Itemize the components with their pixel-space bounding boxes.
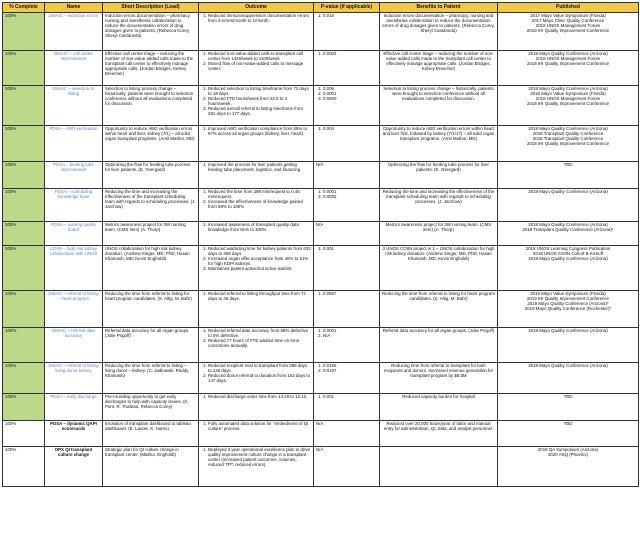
pvalue-list [316,246,377,251]
published-item: 2018 IHI Quality Improvement Conference [526,28,610,33]
table-row [3,394,639,421]
table-body [3,13,639,487]
col-header-name: Name [45,3,103,13]
benefits-cell: Reduced over 20,000 hours/year of labor and manual entry for administration, QI, data, and analyst personnel. [380,421,498,447]
outcome-item: 2. Increased organ offer acceptance from 40% to 51% for high KDPI kidneys. [208,256,311,266]
pvalue-item: 1. 0.0001 [323,328,377,333]
description-cell: Pre-rounding opportunity to get early discharges to help with capacity issues. (K. Pont, R. Trudeau, Rebecca Corey) [103,394,199,421]
published-item: 2018 IHI Quality Improvement Conference [526,101,610,106]
project-name-cell: DMAIC – selection to listing [45,86,103,126]
outcome-cell [199,13,314,51]
description-cell: UNOS collaboration for high risk kidney donation. (Andrew Singer, MD, PhD; Hasan Khamash, MD; Kevin Engholdt) [103,246,199,291]
table-row [3,246,639,291]
outcome-item: 1. Fully automated data solution for "embedment of QI culture" process. [208,421,311,431]
published-item: 2018 Mayo Quality Conference (Arizona) [528,51,608,56]
table-row [3,13,639,51]
pvalue-list [316,222,377,227]
published-item: 2018 Transplant Quality Conference [532,136,604,141]
pvalue-item: 1. 0.006 [323,86,377,91]
complete-cell: 100% [3,86,45,126]
pvalue-item: N/A [316,222,324,227]
published-item: 2019 Mayo Quality Conference (Rochester)* [524,306,612,311]
outcome-item: 1. Reduced non-value-added calls to transplant call center from 1420/week to 1100/week [208,51,311,61]
pvalue-cell [314,291,380,328]
outcome-item: 2. Moved flow of non-value-added calls to message center. [208,61,311,71]
published-cell [498,246,639,291]
outcome-item: 2. Reduced FTE hours/week from 22.5 to 4 hours/week. [208,96,311,106]
pvalue-list [316,13,377,18]
published-item: TBD [563,162,573,167]
outcome-cell [199,394,314,421]
outcome-list [201,421,311,431]
projects-table-wrap [2,2,639,487]
table-row [3,291,639,328]
pvalue-item: 1. 0.0001 [323,189,377,194]
col-header-published: Published [498,3,639,13]
published-item: TBD [563,421,573,426]
complete-cell: 100% [3,291,45,328]
pvalue-list [316,328,377,338]
published-item: 2017 Mayo Value Symposium (Florida) [530,13,606,18]
complete-cell: 100% [3,363,45,394]
description-cell: Referral data accuracy for all organ groups. (Julie Prigoff) [103,328,199,363]
published-item: 2019 Mayo Quality Conference (Arizona) [528,328,608,333]
outcome-item: 2. Reduced 77 hours of FTE wasted time on error corrections annually. [208,338,311,348]
project-name-cell: COIIN – high risk kidney collaboration with UNOS [45,246,103,291]
published-cell [498,447,639,487]
pvalue-cell [314,246,380,291]
benefits-cell: Opportunity to reduce ABO verification errors within heart and liver first, followed by kidney (7/1/17) – all solid organ transplant programs. (Amit Mathur, MD) [380,126,498,162]
published-item: 2018 IHI Quality Improvement Conference [526,61,610,66]
description-cell: Reducing the time and increasing the effectiveness of the transplant scheduling team with regards to scheduling processes. (J. Jarchow) [103,189,199,222]
published-item: 2018 UNOS Management Forum [535,23,601,28]
outcome-cell [199,246,314,291]
published-cell [498,328,639,363]
published-item: 2018 UNOS Management Forum [535,96,601,101]
complete-cell: 100% [3,447,45,487]
outcome-cell [199,189,314,222]
outcome-cell [199,222,314,246]
published-item: 2018 Mayo Quality Conference (Arizona) [528,126,608,131]
pvalue-item: 2. 0.0197 [323,368,377,373]
outcome-list [201,189,311,209]
table-row [3,126,639,162]
pvalue-cell [314,328,380,363]
published-cell [498,421,639,447]
pvalue-cell [314,86,380,126]
published-cell [498,363,639,394]
projects-table [2,2,639,487]
pvalue-item: 2. 0.0032 [323,194,377,199]
project-name-cell: DMAIC – referral to listing – heart program [45,291,103,328]
pvalue-list [316,291,377,296]
project-name-cell: PDSA – scheduling knowledge base [45,189,103,222]
outcome-item: 1. Reduced discharge order time from 14:16 to 12:10. [208,394,311,399]
benefits-cell: Selection to listing process change – historically, patients were brought to selection conference without all evaluations completed for discussion. [380,86,498,126]
published-cell [498,13,639,51]
pvalue-item: N/A [316,162,324,167]
col-header-description: Short Description (Lead) [103,3,199,13]
outcome-cell [199,126,314,162]
pvalue-cell [314,13,380,51]
outcome-cell [199,291,314,328]
published-item: 2018 UNOS COIIN Cohort B Kickoff [533,251,603,256]
outcome-cell [199,363,314,394]
benefits-cell: Induction errors documentation – pharmacy, nursing and anesthesia collaboration to reduce the documentation errors of drug dosages given to patients. (Rebecca Corey, Sheryl Castaneda) [380,13,498,51]
published-item: 2018 UNOS Learning Congress Publication [525,246,611,251]
published-item: 2017 Mayo Clinic Quality Conference [531,18,605,23]
description-cell: Opportunity to reduce ABO verification errors within heart and liver, kidney (7/1) – all solid organ transplant programs. (Amit Mathur, MD) [103,126,199,162]
pvalue-item: 2. 0.0001 [323,91,377,96]
project-name-cell: PDSA – early discharge [45,394,103,421]
outcome-item: 2. Reduced donor referral to donation from 163 days to 147 days. [208,373,311,383]
outcome-list [201,162,311,172]
outcome-list [201,126,311,136]
complete-cell: 100% [3,51,45,86]
published-item: 2019 Mayo Quality Conference (Arizona) [528,363,608,368]
description-cell: Reducing the time from referral to listing for heart program candidates. (S. Altig, M. Bahr) [103,291,199,328]
pvalue-list [316,447,377,452]
pvalue-item: 2. N/A [323,333,377,338]
table-row [3,328,639,363]
description-cell: Optimizing the flow for feeding tube process for liver patients. (E. Overgard) [103,162,199,189]
outcome-cell [199,328,314,363]
published-cell [498,394,639,421]
benefits-cell: Optimizing the flow for feeding tube process for liver patients. (E. Overgard) [380,162,498,189]
published-item: 2019 IHI Quality Improvement Conference [526,296,610,301]
pvalue-list [316,162,377,167]
pvalue-list [316,51,377,56]
complete-cell: 100% [3,13,45,51]
table-row [3,86,639,126]
description-cell: Evolution of transplant dashboard to tableau dashboard. (E. Lavoie, K. Harris) [103,421,199,447]
pvalue-item: 3. 0.0000 [323,96,377,101]
pvalue-item: 1. 0.0156 [323,363,377,368]
benefits-cell [380,447,498,487]
project-name-cell: PDSA – dynamic QAPI scorecards [45,421,103,447]
outcome-item: 1. Increased awareness of transplant quality data knowledge from 81% to 100% [208,222,311,232]
col-header-outcome: Outcome [199,3,314,13]
description-cell: Selection to listing process change – historically, patients were brought to selection conference without all evaluations completed for discussion. [103,86,199,126]
col-header-complete: % Complete [3,3,45,13]
outcome-item: 1. Reduced recipient eval to transplant from 289 days to 126 days. [208,363,311,373]
pvalue-list [316,189,377,199]
published-item: 2020 ASQ (Phoenix) [547,452,589,457]
pvalue-item: 1. 0.0597 [323,291,377,296]
outcome-item: 1. Deployed 3 year operational excellence plan to drive quality improvement culture change in a transplant center (increased patient outcomes, volumes, reduced TPT, reduced errors). [208,447,311,467]
outcome-list [201,291,311,301]
pvalue-item: 1. 0.016 [323,13,377,18]
outcome-item: 1. Reduced referral data accuracy from 59% defective to 0% defective. [208,328,311,338]
complete-cell: 100% [3,126,45,162]
pvalue-cell [314,51,380,86]
published-item: 2019 Mayo Quality Conference (Arizona) [528,256,608,261]
description-cell: Strategic plan for QI culture change in transplant center. (Mathur, Engholdt) [103,447,199,487]
outcome-cell [199,86,314,126]
published-item: 2018 Transplant Quality Conference (Arizona)* [522,227,614,232]
outcome-list [201,51,311,71]
col-header-pvalue: P-value (if applicable) [314,3,380,13]
project-name-cell: PDSA – feeding tube improvement [45,162,103,189]
outcome-list [201,328,311,348]
published-cell [498,86,639,126]
outcome-item: 3. Maintained patient active/not active waitlist. [208,266,311,271]
benefits-cell: Effective call center triage – reducing the number of non-value added calls made to the transplant call center to effectively manage appropriate calls. (Jordan Bridges, Kelsey Breecher) [380,51,498,86]
table-row [3,222,639,246]
table-row [3,421,639,447]
pvalue-item: 1. 0.0004 [323,51,377,56]
outcome-item: 3. Reduced overall referral to listing timeframe from 281 days to 177 days. [208,106,311,116]
complete-cell: 100% [3,246,45,291]
outcome-item: 1. Reduced the time from 289 min/request to 0.46 min/request. [208,189,311,199]
pvalue-item: 1. 0.001 [323,394,377,399]
benefits-cell: Metrics awareness project for 3W nursing team. (CMS item) (A. Thorp) [380,222,498,246]
published-item: 2018 IHI Quality Improvement Conference [526,141,610,146]
table-row [3,162,639,189]
complete-cell: 100% [3,222,45,246]
published-cell [498,51,639,86]
benefits-cell: Referral data accuracy for all organ groups. (Julie Prigoff) [380,328,498,363]
published-item: 2019 Mayo Quality Conference (Arizona)* [527,301,609,306]
published-cell [498,189,639,222]
outcome-item: 1. Reduced waitlisting time for kidney patients from 633 days to 458 days. [208,246,311,256]
published-cell [498,126,639,162]
table-row [3,363,639,394]
published-item: 2018 Mayo Quality Conference (Arizona) [528,222,608,227]
pvalue-cell [314,189,380,222]
pvalue-cell [314,421,380,447]
outcome-list [201,222,311,232]
project-name-cell: DMAIC – referral data accuracy [45,328,103,363]
published-item: 2019 QA Symposium (Arizona) [537,447,599,452]
project-name-cell: DMAIC – call center improvement [45,51,103,86]
pvalue-list [316,363,377,373]
published-cell [498,222,639,246]
outcome-item: 1. Reduced immunosuppression documentation errors from 3 errors/month to 1/month. [208,13,311,23]
description-cell: Metrics awareness project for 3W nursing team. (CMS item) (A. Thorp) [103,222,199,246]
outcome-cell [199,162,314,189]
table-row [3,447,639,487]
description-cell: Effective call center triage – reducing the number of non-value added calls made to the transplant call center to effectively manage appropriate calls. (Jordan Bridges, Kelsey Breecher) [103,51,199,86]
benefits-cell: 3 UNOS COIIN project in 1 – UNOS collaboration for high risk kidney donation. (Andrew Singer, MD, PhD; Hasan Khamash, MD; Kevin Engholdt) [380,246,498,291]
pvalue-cell [314,363,380,394]
table-row [3,189,639,222]
complete-cell: 100% [3,421,45,447]
pvalue-item: 1. 0.001 [323,246,377,251]
complete-cell: 100% [3,162,45,189]
outcome-item: 1. Improved ABO verification compliance from 85% to 97% across all organ groups (kidney, liver, heart). [208,126,311,136]
pvalue-cell [314,162,380,189]
project-name-cell: OPX QI transplant culture change [45,447,103,487]
pvalue-list [316,421,377,426]
outcome-list [201,394,311,399]
pvalue-list [316,394,377,399]
published-item: 2019 Mayo Quality Conference (Arizona) [528,189,608,194]
pvalue-list [316,86,377,101]
benefits-cell: Reducing the time from referral to listing for heart program candidates. (S. Altig, M. Bahr) [380,291,498,328]
pvalue-cell [314,222,380,246]
project-name-cell: PDSA – ABO verification [45,126,103,162]
table-row [3,51,639,86]
outcome-cell [199,421,314,447]
benefits-cell: Reduced capacity burden for hospital [380,394,498,421]
published-item: 2019 Mayo Value Symposium (Florida) [530,291,606,296]
outcome-item: 1. Reduced selection to listing timeframe from 73 days to 18 days. [208,86,311,96]
published-cell [498,291,639,328]
col-header-benefits: Benefits to Patient [380,3,498,13]
complete-cell: 100% [3,328,45,363]
published-item: 2018 UNOS Management Forum [535,56,601,61]
published-item: 2018 Transplant Quality Conference [532,131,604,136]
outcome-item: 1. Reduced referral to listing throughput time from 72 days to 46 days. [208,291,311,301]
pvalue-item: 1. 0.004 [323,126,377,131]
complete-cell: 100% [3,394,45,421]
pvalue-list [316,126,377,131]
pvalue-cell [314,126,380,162]
description-cell: Reducing the time from referral to listing – living donor – kidney. (C. Jadlowski, Reddy, Khamash) [103,363,199,394]
project-name-cell: DMAIC – referral to listing living donor kidney [45,363,103,394]
outcome-cell [199,447,314,487]
project-name-cell: DMAIC – induction errors [45,13,103,51]
pvalue-cell [314,394,380,421]
published-item: 2018 Mayo Quality Conference (Arizona) [528,86,608,91]
outcome-item: 2. Increased the effectiveness of knowledge gained from 58% to 100% [208,199,311,209]
pvalue-item: N/A [316,447,324,452]
benefits-cell: Reducing the time and increasing the effectiveness of the transplant scheduling team with regards to scheduling processes. (J. Jarchow) [380,189,498,222]
published-cell [498,162,639,189]
outcome-list [201,86,311,116]
header-row [3,3,639,13]
description-cell: Induction errors documentation – pharmacy, nursing and anesthesia collaboration to reduce the documentation errors of drug dosages given to patients. (Rebecca Corey, Sheryl Castaneda) [103,13,199,51]
published-item: 2018 Mayo Value Symposium (Florida) [530,91,606,96]
outcome-item: 1. Improved the process for liver patients getting feeding tube placement, logistics, and financing [208,162,311,172]
outcome-list [201,13,311,23]
pvalue-cell [314,447,380,487]
pvalue-item: N/A [316,421,324,426]
published-item: TBD [563,394,573,399]
project-name-cell: PDSA – nursing quality board [45,222,103,246]
benefits-cell: Reducing time from referral to transplant for both recipients and donors. Increased revenue generation for transplant program by $8.5M [380,363,498,394]
outcome-cell [199,51,314,86]
complete-cell: 100% [3,189,45,222]
outcome-list [201,447,311,467]
outcome-list [201,246,311,271]
outcome-list [201,363,311,383]
